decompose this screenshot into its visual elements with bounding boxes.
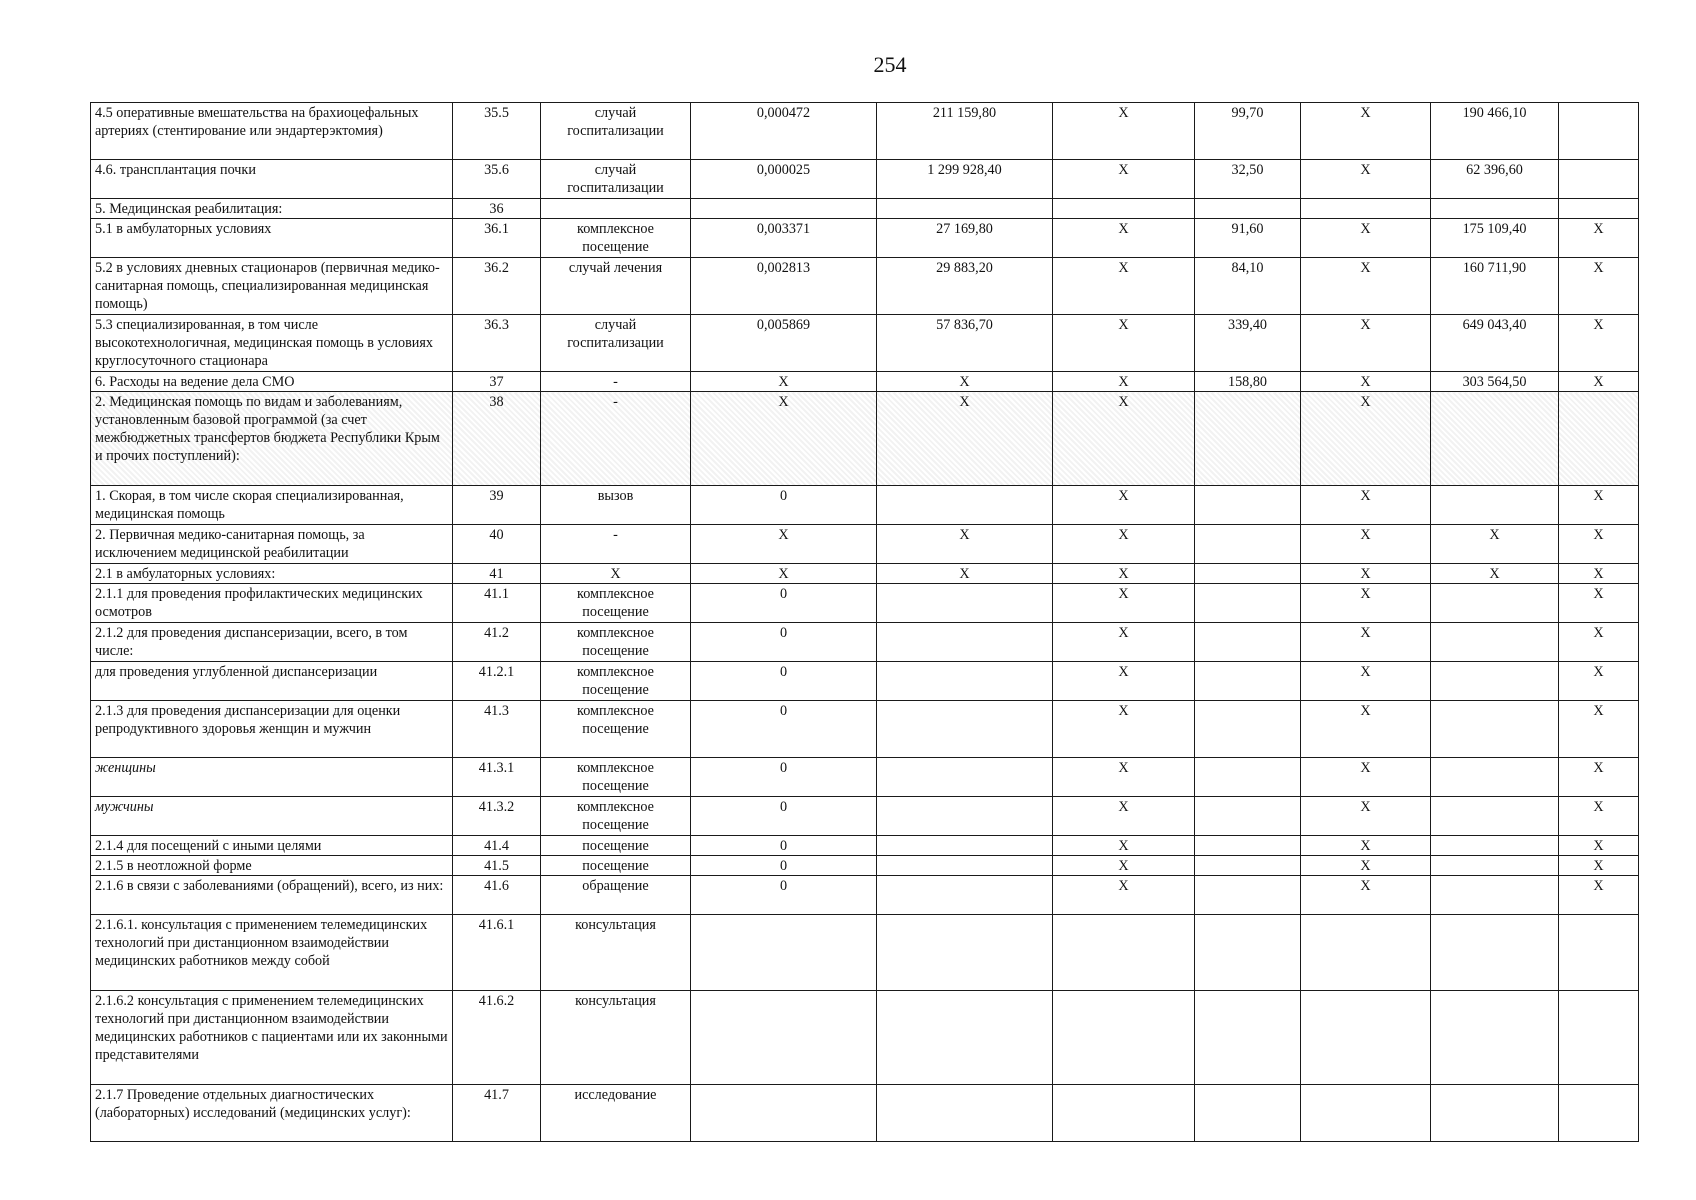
row-code: 38 — [453, 392, 541, 486]
table-row — [91, 623, 1639, 662]
row-unit: обращение — [541, 876, 691, 915]
table-row — [91, 662, 1639, 701]
table-row — [91, 525, 1639, 564]
row-cost: 57 836,70 — [877, 315, 1053, 372]
row-col7 — [1195, 623, 1301, 662]
row-col8: X — [1301, 103, 1431, 160]
table-row — [91, 315, 1639, 372]
row-unit: комплексное посещение — [541, 219, 691, 258]
row-col8: X — [1301, 525, 1431, 564]
row-col8: X — [1301, 486, 1431, 525]
row-col8 — [1301, 991, 1431, 1085]
table-row — [91, 701, 1639, 758]
row-code: 35.6 — [453, 160, 541, 199]
row-unit: комплексное посещение — [541, 758, 691, 797]
row-code: 41.4 — [453, 836, 541, 856]
row-unit: - — [541, 392, 691, 486]
row-col7 — [1195, 486, 1301, 525]
row-col6: X — [1053, 372, 1195, 392]
row-norm: 0,002813 — [691, 258, 877, 315]
row-norm — [691, 915, 877, 991]
row-name: женщины — [91, 758, 453, 797]
row-col9: X — [1431, 525, 1559, 564]
row-col9: 649 043,40 — [1431, 315, 1559, 372]
row-col8 — [1301, 1085, 1431, 1142]
row-name: 2.1.4 для посещений с иными целями — [91, 836, 453, 856]
row-col9 — [1431, 797, 1559, 836]
table-body — [91, 103, 1639, 1142]
row-unit: консультация — [541, 991, 691, 1085]
row-col7 — [1195, 915, 1301, 991]
row-norm: 0,005869 — [691, 315, 877, 372]
row-name: 2. Первичная медико-санитарная помощь, за исключением медицинской реабилитации — [91, 525, 453, 564]
row-col7 — [1195, 564, 1301, 584]
row-col8: X — [1301, 315, 1431, 372]
row-col6 — [1053, 991, 1195, 1085]
table-row — [91, 392, 1639, 486]
row-col6: X — [1053, 662, 1195, 701]
row-col7: 339,40 — [1195, 315, 1301, 372]
row-code: 37 — [453, 372, 541, 392]
row-unit: случай госпитализации — [541, 103, 691, 160]
row-cost: X — [877, 564, 1053, 584]
row-unit: комплексное посещение — [541, 797, 691, 836]
row-col10: X — [1559, 525, 1639, 564]
row-col6: X — [1053, 701, 1195, 758]
row-col8: X — [1301, 662, 1431, 701]
row-col6: X — [1053, 584, 1195, 623]
row-col10: X — [1559, 486, 1639, 525]
row-col10: X — [1559, 876, 1639, 915]
row-col8: X — [1301, 623, 1431, 662]
row-name: 2. Медицинская помощь по видам и заболеваниям, установленным базовой программой (за счет межбюджетных трансфертов бюджета Республики Крым и прочих поступлений): — [91, 392, 453, 486]
row-unit: консультация — [541, 915, 691, 991]
row-code: 36 — [453, 199, 541, 219]
row-col6 — [1053, 1085, 1195, 1142]
row-col10: X — [1559, 701, 1639, 758]
row-code: 36.1 — [453, 219, 541, 258]
row-name: 5.3 специализированная, в том числе высокотехнологичная, медицинская помощь в условиях круглосуточного стационара — [91, 315, 453, 372]
row-cost — [877, 836, 1053, 856]
row-norm: X — [691, 525, 877, 564]
row-col7 — [1195, 836, 1301, 856]
table-row — [91, 876, 1639, 915]
row-unit: случай госпитализации — [541, 160, 691, 199]
row-code: 36.2 — [453, 258, 541, 315]
row-col9 — [1431, 392, 1559, 486]
row-col6: X — [1053, 836, 1195, 856]
row-name: 2.1.7 Проведение отдельных диагностических (лабораторных) исследований (медицинских услуг): — [91, 1085, 453, 1142]
row-col7 — [1195, 856, 1301, 876]
row-col8: X — [1301, 701, 1431, 758]
row-col10 — [1559, 392, 1639, 486]
row-code: 41.6.1 — [453, 915, 541, 991]
table-row — [91, 797, 1639, 836]
table-row — [91, 372, 1639, 392]
row-name: 2.1.1 для проведения профилактических медицинских осмотров — [91, 584, 453, 623]
row-col8: X — [1301, 160, 1431, 199]
row-cost — [877, 486, 1053, 525]
row-cost — [877, 856, 1053, 876]
row-col7 — [1195, 797, 1301, 836]
row-col6: X — [1053, 103, 1195, 160]
row-cost — [877, 199, 1053, 219]
row-cost: 27 169,80 — [877, 219, 1053, 258]
row-col8 — [1301, 199, 1431, 219]
row-col9: 62 396,60 — [1431, 160, 1559, 199]
row-norm: 0,000025 — [691, 160, 877, 199]
row-unit — [541, 199, 691, 219]
row-col6: X — [1053, 258, 1195, 315]
row-cost: 29 883,20 — [877, 258, 1053, 315]
row-code: 41 — [453, 564, 541, 584]
row-unit: X — [541, 564, 691, 584]
row-unit: посещение — [541, 836, 691, 856]
row-col7 — [1195, 1085, 1301, 1142]
row-col10: X — [1559, 564, 1639, 584]
row-col8: X — [1301, 219, 1431, 258]
row-norm: 0 — [691, 662, 877, 701]
row-col10: X — [1559, 797, 1639, 836]
row-name: 2.1.6.2 консультация с применением телемедицинских технологий при дистанционном взаимодействии медицинских работников с пациентами или их законными представителями — [91, 991, 453, 1085]
row-col7 — [1195, 662, 1301, 701]
table-row — [91, 486, 1639, 525]
row-norm: X — [691, 564, 877, 584]
row-code: 41.6 — [453, 876, 541, 915]
norms-table — [90, 102, 1639, 1142]
row-col7 — [1195, 701, 1301, 758]
row-col10: X — [1559, 258, 1639, 315]
row-col10 — [1559, 160, 1639, 199]
row-unit: случай госпитализации — [541, 315, 691, 372]
row-norm: 0 — [691, 876, 877, 915]
row-norm: 0 — [691, 758, 877, 797]
row-name: 2.1.2 для проведения диспансеризации, всего, в том числе: — [91, 623, 453, 662]
row-unit: исследование — [541, 1085, 691, 1142]
row-col9: 160 711,90 — [1431, 258, 1559, 315]
page-number: 254 — [873, 52, 907, 77]
row-name: 2.1.5 в неотложной форме — [91, 856, 453, 876]
row-code: 39 — [453, 486, 541, 525]
row-col9 — [1431, 856, 1559, 876]
row-name: 2.1.6.1. консультация с применением телемедицинских технологий при дистанционном взаимодействии медицинских работников между собой — [91, 915, 453, 991]
row-col10: X — [1559, 623, 1639, 662]
row-col8: X — [1301, 372, 1431, 392]
row-cost — [877, 758, 1053, 797]
row-cost — [877, 662, 1053, 701]
row-col9 — [1431, 486, 1559, 525]
table-row — [91, 856, 1639, 876]
row-norm: 0 — [691, 701, 877, 758]
row-name: 1. Скорая, в том числе скорая специализированная, медицинская помощь — [91, 486, 453, 525]
row-col10 — [1559, 103, 1639, 160]
row-col8: X — [1301, 836, 1431, 856]
row-col6: X — [1053, 564, 1195, 584]
row-col6: X — [1053, 160, 1195, 199]
row-col7: 91,60 — [1195, 219, 1301, 258]
table-row — [91, 915, 1639, 991]
row-col7 — [1195, 525, 1301, 564]
row-col10: X — [1559, 856, 1639, 876]
row-col6: X — [1053, 486, 1195, 525]
row-col8: X — [1301, 797, 1431, 836]
row-col9: X — [1431, 564, 1559, 584]
row-col8 — [1301, 915, 1431, 991]
row-name: мужчины — [91, 797, 453, 836]
table-row — [91, 836, 1639, 856]
row-col6 — [1053, 199, 1195, 219]
row-col6: X — [1053, 623, 1195, 662]
row-col7 — [1195, 584, 1301, 623]
row-norm: 0 — [691, 856, 877, 876]
row-norm — [691, 1085, 877, 1142]
row-norm: 0,003371 — [691, 219, 877, 258]
row-unit: вызов — [541, 486, 691, 525]
row-unit: - — [541, 372, 691, 392]
row-col10 — [1559, 199, 1639, 219]
row-norm — [691, 991, 877, 1085]
row-name: 2.1.6 в связи с заболеваниями (обращений), всего, из них: — [91, 876, 453, 915]
row-cost: 211 159,80 — [877, 103, 1053, 160]
row-col10 — [1559, 915, 1639, 991]
row-col6 — [1053, 915, 1195, 991]
row-col9 — [1431, 662, 1559, 701]
row-col10: X — [1559, 836, 1639, 856]
row-cost — [877, 915, 1053, 991]
table-row — [91, 564, 1639, 584]
row-col9: 190 466,10 — [1431, 103, 1559, 160]
row-cost: X — [877, 525, 1053, 564]
row-col7: 99,70 — [1195, 103, 1301, 160]
row-col6: X — [1053, 797, 1195, 836]
row-code: 41.6.2 — [453, 991, 541, 1085]
row-unit: комплексное посещение — [541, 584, 691, 623]
row-col7 — [1195, 199, 1301, 219]
row-code: 41.2.1 — [453, 662, 541, 701]
row-code: 41.2 — [453, 623, 541, 662]
row-col7 — [1195, 876, 1301, 915]
row-col9 — [1431, 584, 1559, 623]
row-col9 — [1431, 623, 1559, 662]
table-row — [91, 199, 1639, 219]
row-code: 41.1 — [453, 584, 541, 623]
row-col9 — [1431, 876, 1559, 915]
row-norm: X — [691, 392, 877, 486]
row-cost — [877, 623, 1053, 662]
table-row — [91, 103, 1639, 160]
row-col6: X — [1053, 525, 1195, 564]
row-code: 36.3 — [453, 315, 541, 372]
table-row — [91, 584, 1639, 623]
row-col9: 303 564,50 — [1431, 372, 1559, 392]
row-norm: 0 — [691, 584, 877, 623]
row-norm: 0 — [691, 486, 877, 525]
row-norm: 0 — [691, 797, 877, 836]
row-col8: X — [1301, 876, 1431, 915]
row-col10: X — [1559, 372, 1639, 392]
row-code: 41.3.2 — [453, 797, 541, 836]
row-unit: посещение — [541, 856, 691, 876]
row-col6: X — [1053, 392, 1195, 486]
table-row — [91, 1085, 1639, 1142]
row-name: 5.2 в условиях дневных стационаров (первичная медико-санитарная помощь, специализированная медицинская помощь) — [91, 258, 453, 315]
row-col10 — [1559, 1085, 1639, 1142]
row-col8: X — [1301, 392, 1431, 486]
row-col6: X — [1053, 315, 1195, 372]
row-unit: - — [541, 525, 691, 564]
row-name: 5. Медицинская реабилитация: — [91, 199, 453, 219]
row-col10: X — [1559, 584, 1639, 623]
row-col6: X — [1053, 219, 1195, 258]
row-col6: X — [1053, 876, 1195, 915]
row-col6: X — [1053, 856, 1195, 876]
row-name: 6. Расходы на ведение дела СМО — [91, 372, 453, 392]
row-col9 — [1431, 199, 1559, 219]
row-col10: X — [1559, 315, 1639, 372]
row-col7 — [1195, 991, 1301, 1085]
row-col9 — [1431, 836, 1559, 856]
row-norm: 0,000472 — [691, 103, 877, 160]
row-norm: X — [691, 372, 877, 392]
row-col10: X — [1559, 758, 1639, 797]
row-col9 — [1431, 758, 1559, 797]
row-col7: 84,10 — [1195, 258, 1301, 315]
row-norm: 0 — [691, 623, 877, 662]
row-cost — [877, 876, 1053, 915]
row-col8: X — [1301, 758, 1431, 797]
row-unit: комплексное посещение — [541, 623, 691, 662]
row-name: 5.1 в амбулаторных условиях — [91, 219, 453, 258]
row-unit: комплексное посещение — [541, 662, 691, 701]
row-unit: комплексное посещение — [541, 701, 691, 758]
row-col10 — [1559, 991, 1639, 1085]
row-code: 41.3.1 — [453, 758, 541, 797]
row-code: 35.5 — [453, 103, 541, 160]
row-name: для проведения углубленной диспансеризации — [91, 662, 453, 701]
row-col7: 32,50 — [1195, 160, 1301, 199]
table-row — [91, 758, 1639, 797]
row-col6: X — [1053, 758, 1195, 797]
row-col9 — [1431, 701, 1559, 758]
row-unit: случай лечения — [541, 258, 691, 315]
row-cost — [877, 584, 1053, 623]
row-col8: X — [1301, 856, 1431, 876]
row-col8: X — [1301, 584, 1431, 623]
row-name: 2.1.3 для проведения диспансеризации для оценки репродуктивного здоровья женщин и мужчин — [91, 701, 453, 758]
row-col8: X — [1301, 564, 1431, 584]
row-col10: X — [1559, 219, 1639, 258]
row-cost — [877, 797, 1053, 836]
row-cost — [877, 1085, 1053, 1142]
row-col7: 158,80 — [1195, 372, 1301, 392]
row-code: 41.3 — [453, 701, 541, 758]
row-col7 — [1195, 392, 1301, 486]
row-norm: 0 — [691, 836, 877, 856]
row-name: 4.6. трансплантация почки — [91, 160, 453, 199]
row-cost: X — [877, 392, 1053, 486]
row-cost — [877, 991, 1053, 1085]
row-col9 — [1431, 991, 1559, 1085]
row-code: 41.5 — [453, 856, 541, 876]
table-row — [91, 991, 1639, 1085]
table-row — [91, 160, 1639, 199]
row-col9 — [1431, 1085, 1559, 1142]
table-row — [91, 258, 1639, 315]
row-col9 — [1431, 915, 1559, 991]
row-col8: X — [1301, 258, 1431, 315]
row-code: 41.7 — [453, 1085, 541, 1142]
row-code: 40 — [453, 525, 541, 564]
row-col10: X — [1559, 662, 1639, 701]
row-cost: X — [877, 372, 1053, 392]
row-cost: 1 299 928,40 — [877, 160, 1053, 199]
row-cost — [877, 701, 1053, 758]
row-name: 4.5 оперативные вмешательства на брахиоцефальных артериях (стентирование или эндартерэктомия) — [91, 103, 453, 160]
row-norm — [691, 199, 877, 219]
row-name: 2.1 в амбулаторных условиях: — [91, 564, 453, 584]
row-col7 — [1195, 758, 1301, 797]
table-row — [91, 219, 1639, 258]
row-col9: 175 109,40 — [1431, 219, 1559, 258]
